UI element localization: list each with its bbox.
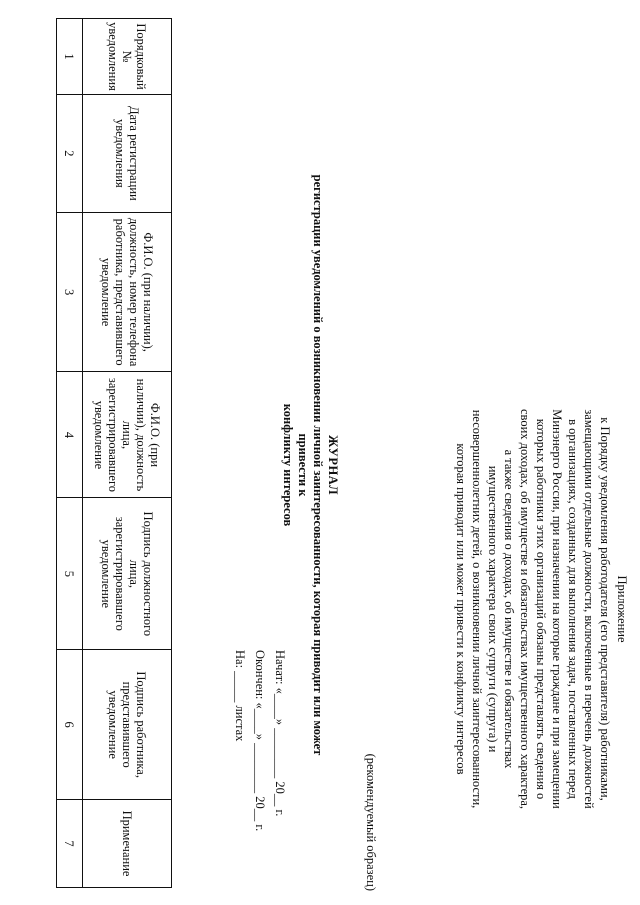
finished-date-line: Окончен: «____» ________ 20__ г.	[253, 650, 267, 832]
column-number-cell: 3	[57, 212, 83, 372]
appendix-line: несовершеннолетних детей, о возникновении личной заинтересованности,	[470, 409, 484, 809]
journal-title: ЖУРНАЛ	[326, 434, 340, 496]
appendix-line: замещающими отдельные должности, включенные в перечень должностей	[582, 409, 596, 809]
column-number-cell: 1	[57, 19, 83, 95]
journal-subtitle-line-1: регистрации уведомлений о возникновении личной заинтересованности, которая приводит или может привести к	[296, 174, 325, 756]
column-header-employee-signature: Подпись работника, представившего уведомление	[83, 650, 172, 800]
column-header-registrar: Ф.И.О. (при наличии), должность лица, зарегистрировавшего уведомление	[83, 372, 172, 498]
journal-table	[56, 18, 172, 888]
appendix-line: Минэнерго России, при назначении на которые граждане и при замещении	[550, 409, 564, 809]
column-header-registration-date: Дата регистрации уведомления	[83, 94, 172, 212]
appendix-line: которых работники этих организаций обязаны представлять сведения о	[534, 418, 548, 800]
column-number-cell: 5	[57, 498, 83, 650]
appendix-line: в организациях, созданных для выполнения задач, поставленных перед	[566, 419, 580, 799]
table-header-row	[83, 19, 172, 888]
appendix-block	[453, 319, 630, 899]
column-header-number: Порядковый № уведомления	[83, 19, 172, 95]
started-date-line: Начат: «____» ________ 20__ г.	[273, 650, 287, 817]
appendix-line: к Порядку уведомления работодателя (его представителя) работниками,	[598, 417, 612, 801]
journal-subtitle-line-2: конфликту интересов	[281, 403, 295, 527]
journal-period-block	[230, 650, 290, 890]
column-number-cell: 7	[57, 800, 83, 888]
column-number-cell: 2	[57, 94, 83, 212]
appendix-title: Приложение	[615, 575, 629, 643]
column-header-note: Примечание	[83, 800, 172, 888]
column-header-employee: Ф.И.О. (при наличии), должность, номер телефона работника, представившего уведомление	[83, 212, 172, 372]
appendix-line: своих доходах, об имуществе и обязательствах имущественного характера,	[518, 408, 532, 810]
appendix-line: а также сведения о доходах, об имуществе и обязательствах	[502, 449, 516, 769]
appendix-line: имущественного характера своих супруги (супруга) и	[486, 465, 500, 753]
column-number-cell: 4	[57, 372, 83, 498]
column-number-cell: 6	[57, 650, 83, 800]
sheets-count-line: На: _____ листах	[233, 650, 247, 742]
table-number-row	[57, 19, 83, 888]
sample-note: (рекомендуемый образец)	[364, 753, 378, 891]
appendix-line: которая приводит или может привести к конфликту интересов	[454, 443, 468, 775]
column-header-registrar-signature: Подпись должностного лица, зарегистрировавшего уведомление	[83, 498, 172, 650]
